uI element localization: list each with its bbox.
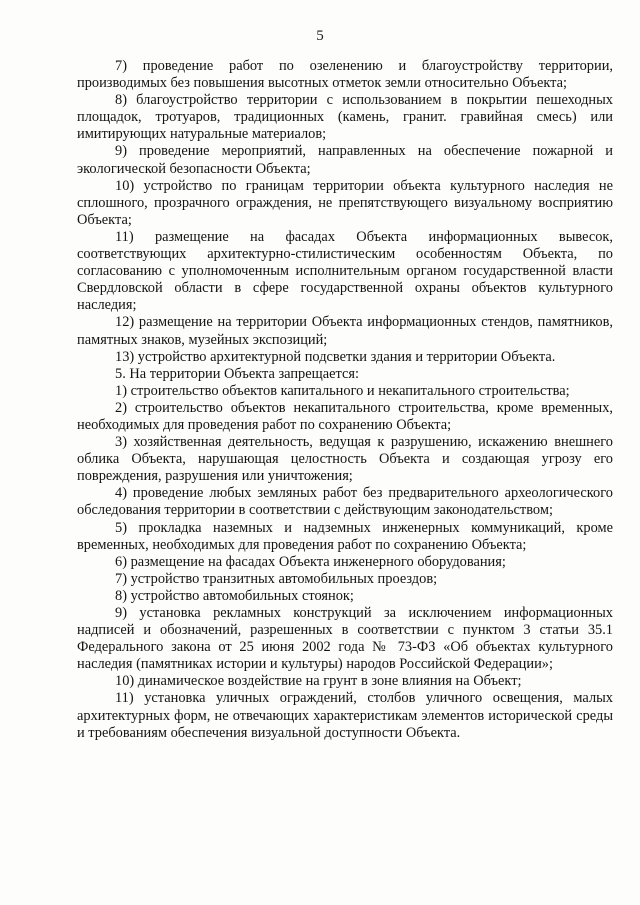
prohibition-item-5: 5) прокладка наземных и надземных инженерных коммуникаций, кроме временных, необходимых для проведения работ по сохранению Объекта; bbox=[77, 519, 613, 553]
paragraph-item-9-fire-safety: 9) проведение мероприятий, направленных на обеспечение пожарной и экологической безопасности Объекта; bbox=[77, 143, 613, 177]
prohibition-item-8: 8) устройство автомобильных стоянок; bbox=[115, 587, 354, 604]
prohibition-item-2: 2) строительство объектов некапитального строительства, кроме временных, необходимых для проведения работ по сохранению Объекта; bbox=[77, 399, 613, 433]
prohibition-item-4: 4) проведение любых земляных работ без предварительного археологического обследования территории в соответствии с действующим законодательством; bbox=[77, 485, 613, 519]
paragraph-item-11-signage: 11) размещение на фасадах Объекта информационных вывесок, соответствующих архитектурно-стилистическим особенностям Объекта, по согласованию с уполномоченным исполнительным органом государственной власти Свердловской области в сфере государственной охраны объектов культурного наследия; bbox=[77, 228, 613, 314]
prohibition-item-11: 11) установка уличных ограждений, столбов уличного освещения, малых архитектурных форм, не отвечающих характеристикам элементов исторической среды и требованиям обеспечения визуальной доступности Объекта. bbox=[77, 690, 613, 741]
prohibition-item-3: 3) хозяйственная деятельность, ведущая к разрушению, искажению внешнего облика Объекта, нарушающая целостность Объекта и создающая угрозу его повреждения, разрушения или уничтожения; bbox=[77, 434, 613, 485]
prohibition-item-1: 1) строительство объектов капитального и некапитального строительства; bbox=[115, 382, 570, 399]
paragraph-item-10-fencing: 10) устройство по границам территории объекта культурного наследия не сплошного, прозрачного ограждения, не препятствующего визуальному восприятию Объекта; bbox=[77, 177, 613, 228]
section-5-heading: 5. На территории Объекта запрещается: bbox=[115, 365, 359, 382]
prohibition-item-10: 10) динамическое воздействие на грунт в зоне влияния на Объект; bbox=[115, 673, 522, 690]
paragraph-item-8-improvement: 8) благоустройство территории с использованием в покрытии пешеходных площадок, тротуаров, традиционных (камень, гранит. гравийная смесь) или имитирующих натуральные материалов; bbox=[77, 92, 613, 143]
document-body bbox=[77, 58, 613, 742]
page-number: 5 bbox=[316, 28, 324, 44]
paragraph-item-12-stands: 12) размещение на территории Объекта информационных стендов, памятников, памятных знаков, музейных экспозиций; bbox=[77, 314, 613, 348]
paragraph-item-13-lighting: 13) устройство архитектурной подсветки здания и территории Объекта. bbox=[115, 348, 556, 365]
prohibition-item-7: 7) устройство транзитных автомобильных проездов; bbox=[115, 570, 438, 587]
paragraph-item-7-landscaping: 7) проведение работ по озеленению и благоустройству территории, производимых без повышения высотных отметок земли относительно Объекта; bbox=[77, 58, 613, 92]
prohibition-item-6: 6) размещение на фасадах Объекта инженерного оборудования; bbox=[115, 553, 506, 570]
prohibition-item-9: 9) установка рекламных конструкций за исключением информационных надписей и обозначений, разрешенных в соответствии с пунктом 3 статьи 35.1 Федерального закона от 25 июня 2002 года № 73-ФЗ «Об объектах культурного наследия (памятниках истории и культуры) народов Российской Федерации»; bbox=[77, 605, 613, 673]
